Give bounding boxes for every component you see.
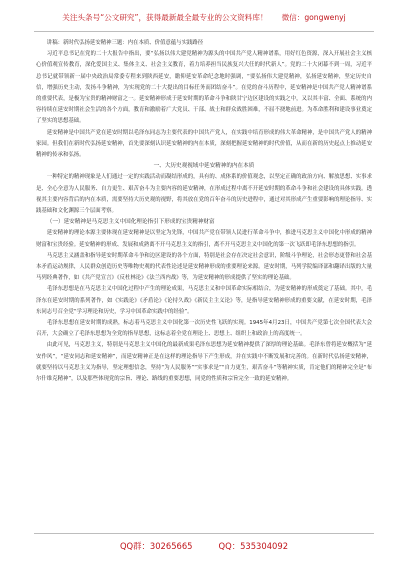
- subsection-heading: （一）延安精神是马克思主义中国化理论指引下形成的宝贵精神财富: [46, 219, 215, 226]
- article-paragraph: 毛泽东思想在延安时期的成熟，标志着马克思主义中国化第一次历史性飞跃的实现。1945年4月23日，中国共产党第七次全国代表大会召开，大会确立了毛泽东思想为全党的指导思想，这标志着全党在理论上、思想上、组织上和政治上的高度统一。: [36, 320, 372, 338]
- footer-rule: [34, 533, 374, 534]
- article-paragraph: 习近平总书记在党的二十大报告中指出，要“弘扬以伟大建党精神为源头的中国共产党人精神谱系，用好红色资源，深入开展社会主义核心价值观宣传教育，深化爱国主义、集体主义、社会主义教育，着力培养担当民族复兴大任的时代新人”。党的二十大闭幕不到一周，习近平总书记就带领新一届中央政治局常委专程来到陕西延安，瞻仰延安革命纪念地时强调，“要弘扬伟大建党精神，弘扬延安精神，坚定历史自信，增强历史主动，发扬斗争精神，为实现党的二十大提出的目标任务而团结奋斗”。在党的奋斗历程中，延安精神是中国共产党人精神谱系的重要代表，是极为宝贵的精神财富之一。延安精神形成于延安时期的革命斗争和陕甘宁边区建设的实践之中，又以其丰富、全面、系统的内容持续在延安时期社会生活的各个方面，教育和激励着广大党员、干部、战士和群众战胜困难，不屈不挠地前进。为革命胜利和建设事业奠定了坚实的思想基础。: [36, 51, 372, 125]
- section-heading: 一、大历史观视域中延安精神的内在本质: [153, 163, 255, 170]
- article-paragraph: 马克思主义涵盖和指导延安时期革命斗争和边区建设的各个方面，特别是社会存在决定社会意识，阶级斗争理论，社会形态更替和社会基本矛盾运动规律，人民群众创造历史等唯物史观的代表性论述是延安精神形成的重要理论来源。延安时期，马列学院编译部和翻译出版的大量马列经典著作，如《共产党宣言》《反杜林论》《法兰西内战》等，为延安精神的形成提供了坚实的理论基础。: [36, 252, 372, 282]
- article-paragraph: 延安精神是中国共产党在延安时期以毛泽东同志为主要代表的中国共产党人，在实践中培育形成的伟大革命精神，是中国共产党人的精神家园。但我们在新时代弘扬延安精神，首先要深刻认识延安精神的内在本质，深刻把握延安精神的时代价值，从而在新的历史起点上推动延安精神的传承和弘扬。: [36, 129, 372, 159]
- footer-qq-group: QQ群：30265665: [119, 541, 193, 551]
- header-rule: [34, 31, 374, 32]
- promo-wechat-id: 微信：gongwenyj: [281, 13, 346, 22]
- article-paragraph: 毛泽东思想是在马克思主义中国化过程中产生的理论成果，马克思主义和中国革命实际相结合，为延安精神的形成奠定了基础。其中，毛泽东在延安时期的系列著作，如《实践论》《矛盾论》《论持久战》《新民主主义论》等，是指导延安精神形成的重要文献，在延安时期，毛泽东同志号召全党“学习理论和历史，学习中国革命实践中的经验”。: [36, 286, 372, 315]
- article-paragraph: 一种特定的精神现象是人们通过一定的实践活动而凝结形成的，具有的、成体系的价值观念，以坚定正确的政治方向、解放思想、实事求是、全心全意为人民服务、自力更生、艰苦奋斗为主要内容的延安精神，在形成过程中离不开延安时期的革命斗争和社会建设的具体实践。透视其主要内容背后的内在本质，需要坚持大历史观的视野，将其放在党的百年奋斗的历史进程中，通过对其形成产生重要影响的理论指导、实践基础和文化渊源三个层面考察。: [36, 174, 372, 215]
- article-body: [36, 38, 372, 530]
- article-paragraph: 由此可见，马克思主义，特别是马克思主义中国化的最新成果毛泽东思想为延安精神提供了深厚的理论基础。毛泽东曾将延安概括为“延安作风”，“延安同志和延安精神”，而延安精神正是在这样的理论指导下产生形成，并在实践中不断发展和完善的。在新时代弘扬延安精神，就要坚持以马克思主义为指导，坚定理想信念，坚持“为人民服务”“实事求是”“自力更生，艰苦奋斗”等精神实质，肯定他们的精神完全是“布尔什维克精神”，以及那些体现党的宗旨、理论、路线的重要思想，同党的性质和宗旨完全一致的延安精神。: [36, 342, 372, 383]
- footer-contact: [0, 538, 408, 554]
- article-intro: 讲稿：新时代弘扬延安精神三题：内在本质、价值意蕴与实践路径: [46, 40, 204, 46]
- promo-banner-text: 关注头条号“公文研究”，获得最新最全最专业的公文资料库！: [62, 13, 268, 22]
- footer-qq: QQ：535304092: [218, 541, 289, 551]
- article-paragraph: 延安精神的理论本源主要体现在延安精神是以坚定为先锋，中国共产党在带领人民进行革命斗争中，推进马克思主义中国化中形成的精神财富和宝贵经验。延安精神的形成、发展和成熟离不开马克思主义的指引，离不开马克思主义中国化的第一次飞跃即毛泽东思想的指引。: [36, 230, 372, 248]
- promo-banner: [26, 10, 382, 26]
